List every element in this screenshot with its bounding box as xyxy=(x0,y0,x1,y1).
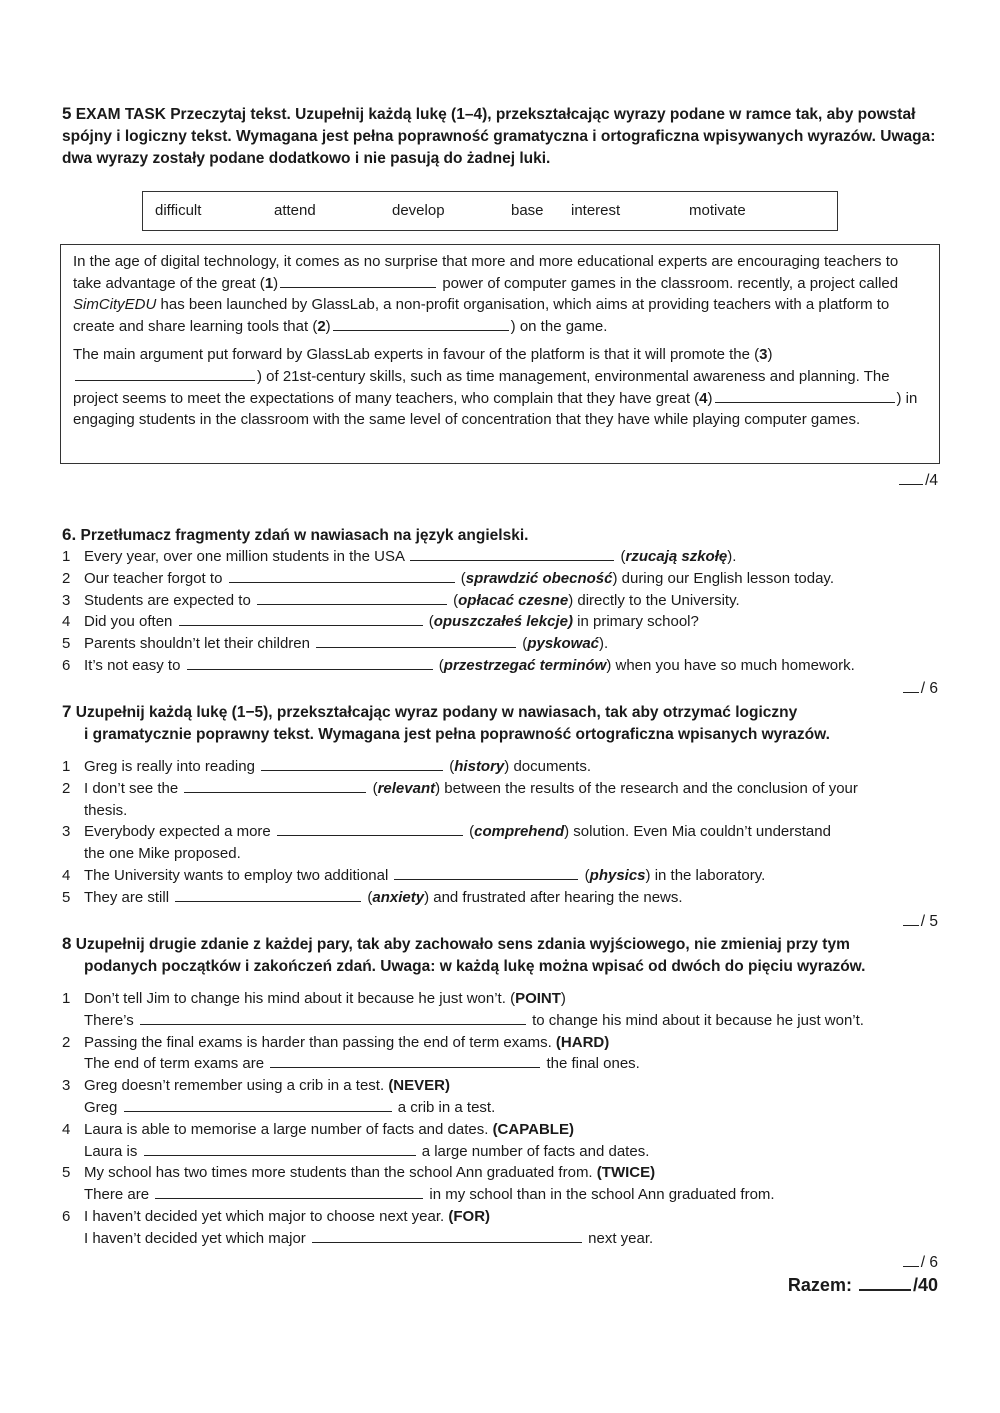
task8-item xyxy=(62,1075,942,1119)
item-text: Every year, over one million students in the USA xyxy=(84,548,405,565)
item-number: 3 xyxy=(62,823,71,841)
item-text: thesis. xyxy=(84,801,128,819)
task7-item: 1 Greg is really into reading (history) documents. xyxy=(62,756,942,778)
task8-items xyxy=(62,988,942,1250)
reading-paragraph-2: The main argument put forward by GlassLab experts in favour of the platform is that it will promote the (3)) of 21st-century skills, such as time management, environmental awareness and planning. The project seems to meet the expectations of many teachers, who complain that they have great (4) ) in engaging students in the classroom with the same level of concentration that they have while playing computer games. xyxy=(73,346,918,429)
task5-heading xyxy=(62,103,942,170)
item-start: Greg xyxy=(84,1098,118,1116)
task7-heading xyxy=(62,701,942,746)
text-segment: has been launched by GlassLab, a non-profit organisation, which aims at providing teachers with a platform to create and share learning tools that ( xyxy=(73,296,890,335)
task8-instructions-line1: Uzupełnij drugie zdanie z każdej pary, tak aby zachowało sens zdania wyjściowego, nie zmieniaj przy tym xyxy=(75,936,850,953)
item-keyword: (FOR) xyxy=(448,1207,491,1225)
item-text: ) in the laboratory. xyxy=(645,866,766,884)
task8-item xyxy=(62,1206,942,1250)
item-end: the final ones. xyxy=(546,1055,640,1073)
item-sentence: Greg doesn’t remember using a crib in a test. xyxy=(84,1077,389,1095)
total-label: Razem: xyxy=(787,1275,852,1295)
item-text: ) and frustrated after hearing the news. xyxy=(424,888,683,906)
score-blank[interactable] xyxy=(903,1252,919,1267)
item-text: ) solution. Even Mia couldn’t understand xyxy=(564,823,831,841)
answer-blank[interactable] xyxy=(144,1141,416,1156)
item-text: It’s not easy to xyxy=(84,656,181,674)
item-number: 1 xyxy=(62,758,71,775)
item-hint: relevant xyxy=(377,779,436,797)
item-hint: przestrzegać terminów xyxy=(443,656,607,674)
score-blank[interactable] xyxy=(899,470,923,485)
word-box-word: base xyxy=(511,202,544,219)
item-keyword: (HARD) xyxy=(555,1033,610,1051)
item-number: 1 xyxy=(62,548,71,565)
task6-number: 6. xyxy=(62,525,77,544)
item-text: ). xyxy=(599,635,609,653)
task7-item: 4 The University wants to employ two additional (physics) in the laboratory. xyxy=(62,865,942,887)
item-text: Students are expected to xyxy=(84,591,251,609)
answer-blank[interactable] xyxy=(124,1097,392,1112)
item-end: in my school than in the school Ann graduated from. xyxy=(429,1186,775,1204)
answer-blank[interactable] xyxy=(187,655,433,670)
task6-score-max: / 6 xyxy=(920,680,938,697)
item-hint: pyskować xyxy=(527,635,600,653)
text-segment: ) in engaging students in the classroom with the same level of concentration that they have while playing computer games. xyxy=(73,389,918,429)
task5-score xyxy=(897,470,938,490)
word-box-word: interest xyxy=(571,202,621,219)
item-text: Everybody expected a more xyxy=(84,823,271,841)
item-end: next year. xyxy=(588,1229,654,1247)
item-sentence: My school has two times more students than the school Ann graduated from. xyxy=(84,1164,597,1182)
answer-blank[interactable] xyxy=(261,756,443,771)
item-number: 4 xyxy=(62,866,71,884)
text-segment: The main argument put forward by GlassLab experts in favour of the platform is that it will promote the ( xyxy=(73,346,760,364)
item-end: to change his mind about it because he just won’t. xyxy=(532,1011,864,1029)
task5-score-max: /4 xyxy=(925,472,938,489)
word-box-word: motivate xyxy=(689,202,746,219)
answer-blank[interactable] xyxy=(155,1184,423,1199)
item-text: The University wants to employ two additional xyxy=(84,866,389,884)
answer-blank[interactable] xyxy=(312,1228,582,1243)
item-text: ) documents. xyxy=(504,758,591,775)
score-blank[interactable] xyxy=(903,911,919,926)
task6-instructions: Przetłumacz fragmenty zdań w nawiasach na język angielski. xyxy=(80,527,529,544)
gap-1-blank[interactable] xyxy=(280,273,436,288)
item-sentence: Don’t tell Jim to change his mind about it because he just won’t. ( xyxy=(84,990,516,1007)
task5-number: 5 xyxy=(62,104,72,123)
word-box xyxy=(142,191,838,231)
task7-item: 5 They are still (anxiety) and frustrated after hearing the news. xyxy=(62,887,942,909)
item-text: They are still xyxy=(84,888,170,906)
task6-item: 5 Parents shouldn’t let their children (pyskować). xyxy=(62,633,942,655)
item-sentence: Laura is able to memorise a large number of facts and dates. xyxy=(84,1120,493,1138)
task7-score xyxy=(901,911,938,931)
item-text: ) when you have so much homework. xyxy=(606,656,855,674)
item-number: 6 xyxy=(62,656,71,674)
item-hint: anxiety xyxy=(372,888,425,906)
answer-blank[interactable] xyxy=(316,633,516,648)
item-text: ). xyxy=(727,548,737,565)
task6-heading xyxy=(62,524,942,547)
item-number: 4 xyxy=(62,1120,71,1138)
item-hint: rzucają szkołę xyxy=(625,548,728,565)
item-start: Laura is xyxy=(84,1142,138,1160)
task7-item: 2 I don’t see the (relevant) between the results of the research and the conclusion of your thesis. xyxy=(62,778,942,822)
task8-item xyxy=(62,1119,942,1163)
item-text: ) between the results of the research and the conclusion of your xyxy=(435,779,858,797)
answer-blank[interactable] xyxy=(277,821,463,836)
task8-item xyxy=(62,1162,942,1206)
item-number: 1 xyxy=(62,990,71,1007)
task7-items xyxy=(62,756,942,909)
answer-blank[interactable] xyxy=(175,887,361,902)
text-segment: power of computer games in the classroom. recently, a project called xyxy=(438,274,899,292)
text-segment: ) of 21st-century skills, such as time management, environmental awareness and planning. The project seems to meet the expectations of many teachers, who complain that they have great ( xyxy=(73,367,890,407)
word-box-word: develop xyxy=(392,202,445,219)
gap-2-blank[interactable] xyxy=(333,316,509,331)
item-start: The end of term exams are xyxy=(84,1055,265,1073)
item-text: Did you often xyxy=(84,613,173,631)
task7-instructions-line1: Uzupełnij każdą lukę (1−5), przekształcając wyraz podany w nawiasach, tak aby otrzymać logiczny xyxy=(75,704,798,721)
item-number: 2 xyxy=(62,779,71,797)
reading-text-box xyxy=(60,244,940,464)
answer-blank[interactable] xyxy=(179,611,423,626)
score-blank[interactable] xyxy=(903,678,919,693)
word-box-word: attend xyxy=(274,202,316,219)
item-keyword: (NEVER) xyxy=(388,1077,450,1095)
task7-instructions-line2: i gramatycznie poprawny tekst. Wymagana jest pełna poprawność ortograficzna wpisanych wyrazów. xyxy=(84,726,830,743)
answer-blank[interactable] xyxy=(257,590,447,605)
item-hint: sprawdzić obecność xyxy=(465,569,613,587)
gap-number: 4 xyxy=(699,389,708,407)
total-blank[interactable] xyxy=(859,1273,911,1291)
item-start: There are xyxy=(84,1186,150,1204)
task7-score-max: / 5 xyxy=(920,913,938,930)
task8-item xyxy=(62,1032,942,1076)
item-number: 5 xyxy=(62,1164,71,1182)
word-box-word: difficult xyxy=(155,202,202,219)
task6-item: 1 Every year, over one million students in the USA (rzucają szkołę). xyxy=(62,546,942,568)
gap-number: 2 xyxy=(317,317,326,335)
task5-instructions: EXAM TASK Przeczytaj tekst. Uzupełnij każdą lukę (1–4), przekształcając wyrazy podane w ramce tak, aby powstał spójny i logiczny tekst. Wymagana jest pełna poprawność gramatyczna i ortograficzna wpisywanych wyrazów. Uwaga: dwa wyrazy zostały podane dodatkowo i nie pasują do żadnej luki. xyxy=(62,106,936,167)
answer-blank[interactable] xyxy=(270,1053,540,1068)
item-keyword: (TWICE) xyxy=(596,1164,656,1182)
gap-4-blank[interactable] xyxy=(715,388,895,403)
item-text: Parents shouldn’t let their children xyxy=(84,635,310,653)
task6-item: 6 It’s not easy to (przestrzegać terminów) when you have so much homework. xyxy=(62,655,942,677)
total-max: /40 xyxy=(912,1275,938,1295)
answer-blank[interactable] xyxy=(140,1010,526,1025)
answer-blank[interactable] xyxy=(184,778,366,793)
answer-blank[interactable] xyxy=(394,865,578,880)
item-number: 5 xyxy=(62,888,71,906)
item-text: Our teacher forgot to xyxy=(84,569,223,587)
task8-heading xyxy=(62,933,942,978)
item-sentence: I haven’t decided yet which major to choose next year. xyxy=(84,1207,449,1225)
task8-instructions-line2: podanych początków i zakończeń zdań. Uwaga: w każdą lukę można wpisać od dwóch do pięciu wyrazów. xyxy=(84,958,866,975)
task6-item: 3 Students are expected to (opłacać czesne) directly to the University. xyxy=(62,590,942,612)
item-end: a crib in a test. xyxy=(397,1098,496,1116)
task7-number: 7 xyxy=(62,702,72,721)
text-segment: ) on the game. xyxy=(510,317,608,335)
text-segment: In the age of digital technology, it comes as no surprise that more and more educational experts are encouraging teachers to take advantage of the great ( xyxy=(73,253,899,292)
task6-score xyxy=(901,678,938,698)
item-start: I haven’t decided yet which major xyxy=(84,1229,306,1247)
item-number: 2 xyxy=(62,569,71,587)
answer-blank[interactable] xyxy=(410,546,614,561)
item-hint: opłacać czesne xyxy=(458,591,569,609)
item-hint: opuszczałeś lekcje) xyxy=(433,613,573,631)
item-text: Greg is really into reading xyxy=(84,758,255,775)
item-number: 6 xyxy=(62,1207,71,1225)
item-keyword: (CAPABLE) xyxy=(492,1120,574,1138)
item-number: 3 xyxy=(62,1077,71,1095)
item-hint: comprehend xyxy=(474,823,565,841)
task8-score-max: / 6 xyxy=(920,1254,938,1271)
item-hint: physics xyxy=(589,866,646,884)
task8-score xyxy=(901,1252,938,1272)
item-number: 2 xyxy=(62,1033,71,1051)
task8-number: 8 xyxy=(62,934,72,953)
item-end: a large number of facts and dates. xyxy=(421,1142,650,1160)
item-number: 5 xyxy=(62,635,71,653)
item-text: ) during our English lesson today. xyxy=(612,569,834,587)
item-number: 4 xyxy=(62,613,71,631)
project-name: SimCityEDU xyxy=(73,296,157,314)
item-text: ) directly to the University. xyxy=(568,591,740,609)
gap-3-blank[interactable] xyxy=(75,366,255,381)
item-start: There’s xyxy=(84,1011,134,1029)
item-text: I don’t see the xyxy=(84,779,179,797)
task6-items xyxy=(62,546,942,677)
item-text: in primary school? xyxy=(572,613,699,631)
gap-number: 3 xyxy=(759,346,768,364)
item-keyword: POINT xyxy=(515,990,561,1007)
reading-paragraph-1: In the age of digital technology, it comes as no surprise that more and more educational experts are encouraging teachers to take advantage of the great (1) power of computer games in the classroom. recently, a project called SimCityEDU has been launched by GlassLab, a non-profit organisation, which aims at providing teachers with a platform to create and share learning tools that (2) ) on the game. xyxy=(73,253,899,335)
gap-number: 1 xyxy=(264,274,274,292)
task7-item: 3 Everybody expected a more (comprehend) solution. Even Mia couldn’t understand the one Mike proposed. xyxy=(62,821,942,865)
item-sentence: Passing the final exams is harder than passing the end of term exams. xyxy=(84,1033,556,1051)
item-text: ) xyxy=(560,990,566,1007)
answer-blank[interactable] xyxy=(229,568,455,583)
task8-item xyxy=(62,988,942,1032)
task6-item: 4 Did you often (opuszczałeś lekcje) in primary school? xyxy=(62,611,942,633)
item-text: the one Mike proposed. xyxy=(84,845,241,863)
total-score xyxy=(788,1273,938,1296)
task6-item: 2 Our teacher forgot to (sprawdzić obecność) during our English lesson today. xyxy=(62,568,942,590)
item-hint: history xyxy=(454,758,505,775)
item-number: 3 xyxy=(62,591,71,609)
